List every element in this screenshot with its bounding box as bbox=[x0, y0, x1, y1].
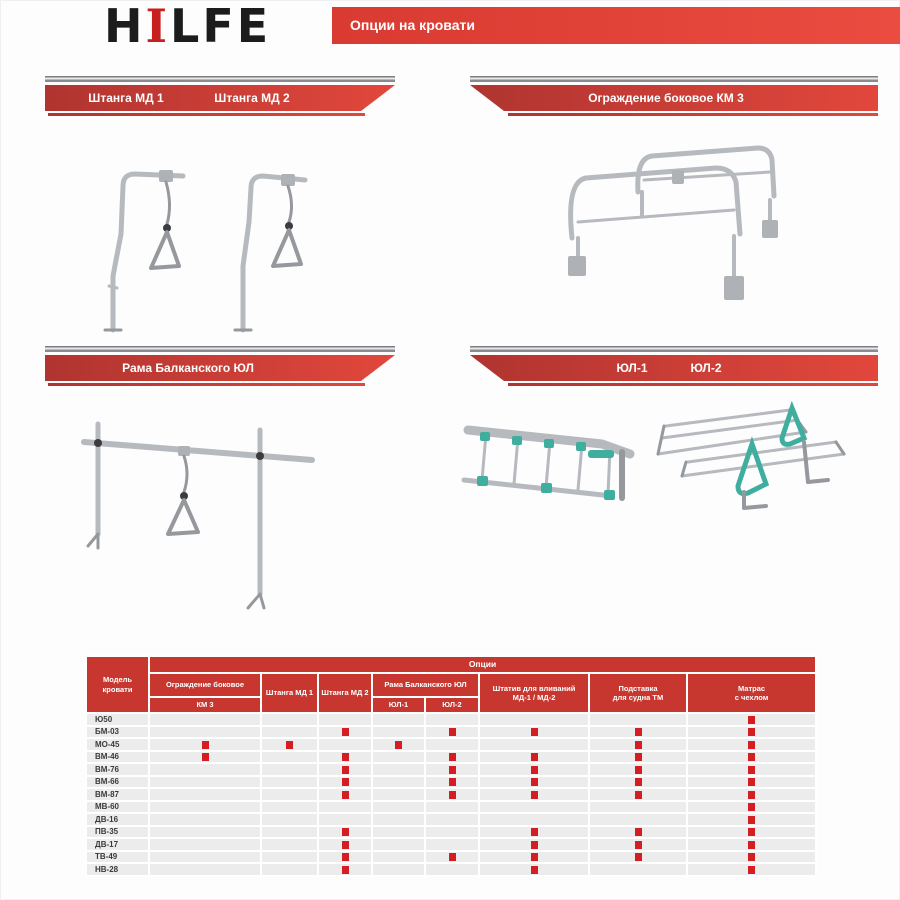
red-underline bbox=[48, 113, 365, 116]
metal-strip bbox=[45, 76, 395, 82]
option-mark bbox=[748, 841, 755, 849]
option-mark bbox=[342, 778, 349, 786]
option-cell bbox=[687, 713, 816, 726]
option-mark bbox=[748, 766, 755, 774]
option-cell bbox=[687, 763, 816, 776]
option-cell bbox=[261, 788, 318, 801]
option-mark bbox=[635, 791, 642, 799]
option-cell bbox=[479, 763, 589, 776]
option-mark bbox=[748, 741, 755, 749]
matras-line1: Матрас bbox=[737, 683, 766, 693]
option-cell bbox=[318, 851, 372, 864]
options-span-header: Опции bbox=[149, 656, 816, 673]
option-cell bbox=[589, 738, 687, 751]
option-mark bbox=[286, 741, 293, 749]
table-row bbox=[86, 801, 816, 814]
podstavka-line1: Подставка bbox=[618, 683, 658, 693]
option-cell bbox=[149, 801, 261, 814]
option-mark bbox=[202, 753, 209, 761]
option-cell bbox=[425, 838, 479, 851]
option-mark bbox=[449, 778, 456, 786]
option-mark bbox=[531, 753, 538, 761]
table-row bbox=[86, 751, 816, 764]
model-cell: ПВ-35 bbox=[86, 826, 149, 839]
option-cell bbox=[687, 738, 816, 751]
model-header-line2: кровати bbox=[102, 684, 133, 694]
option-mark bbox=[635, 828, 642, 836]
banner-label-yl2: ЮЛ-2 bbox=[690, 361, 722, 375]
model-cell: МВ-60 bbox=[86, 801, 149, 814]
option-cell bbox=[318, 813, 372, 826]
option-cell bbox=[372, 801, 425, 814]
option-mark bbox=[531, 866, 538, 874]
option-cell bbox=[687, 851, 816, 864]
option-mark bbox=[342, 828, 349, 836]
metal-strip bbox=[470, 346, 878, 352]
option-mark bbox=[748, 828, 755, 836]
option-cell bbox=[149, 788, 261, 801]
column-header-rama-group: Рама Балканского ЮЛ bbox=[372, 673, 479, 697]
podstavka-line2: для судна ТМ bbox=[612, 693, 664, 702]
option-cell bbox=[318, 838, 372, 851]
option-mark bbox=[748, 716, 755, 724]
option-cell bbox=[372, 788, 425, 801]
table-row bbox=[86, 763, 816, 776]
option-cell bbox=[479, 813, 589, 826]
rail-yl1-drawing bbox=[452, 402, 657, 517]
column-header-km3-sub: КМ 3 bbox=[149, 697, 261, 713]
model-cell: ВМ-76 bbox=[86, 763, 149, 776]
model-cell: ВМ-66 bbox=[86, 776, 149, 789]
option-mark bbox=[748, 728, 755, 736]
option-cell bbox=[425, 813, 479, 826]
option-cell bbox=[479, 776, 589, 789]
option-mark bbox=[635, 853, 642, 861]
option-cell bbox=[372, 776, 425, 789]
option-cell bbox=[149, 776, 261, 789]
option-cell bbox=[261, 751, 318, 764]
option-cell bbox=[149, 751, 261, 764]
option-mark bbox=[531, 828, 538, 836]
option-mark bbox=[748, 778, 755, 786]
option-mark bbox=[342, 728, 349, 736]
option-cell bbox=[149, 763, 261, 776]
option-mark bbox=[635, 841, 642, 849]
option-mark bbox=[342, 753, 349, 761]
column-header-km3-group: Ограждение боковое bbox=[149, 673, 261, 697]
options-table bbox=[85, 655, 817, 877]
option-cell bbox=[589, 726, 687, 739]
table-row bbox=[86, 863, 816, 876]
option-cell bbox=[479, 751, 589, 764]
metal-strip bbox=[470, 76, 878, 82]
option-mark bbox=[748, 791, 755, 799]
option-mark bbox=[342, 791, 349, 799]
option-cell bbox=[261, 801, 318, 814]
banner-label-shtanga-md2: Штанга МД 2 bbox=[214, 91, 290, 105]
brand-logo bbox=[104, 0, 271, 52]
table-row bbox=[86, 788, 816, 801]
matras-line2: с чехлом bbox=[734, 693, 769, 702]
option-cell bbox=[479, 838, 589, 851]
option-mark bbox=[748, 753, 755, 761]
option-mark bbox=[635, 778, 642, 786]
option-mark bbox=[531, 841, 538, 849]
table-row bbox=[86, 838, 816, 851]
option-mark bbox=[635, 741, 642, 749]
option-cell bbox=[589, 813, 687, 826]
option-cell bbox=[425, 826, 479, 839]
option-cell bbox=[372, 751, 425, 764]
option-cell bbox=[589, 713, 687, 726]
option-cell bbox=[479, 713, 589, 726]
option-cell bbox=[687, 726, 816, 739]
model-cell: МО-45 bbox=[86, 738, 149, 751]
option-cell bbox=[372, 826, 425, 839]
model-cell: НВ-28 bbox=[86, 863, 149, 876]
option-mark bbox=[202, 741, 209, 749]
side-rails-km3-drawing bbox=[520, 130, 860, 310]
model-cell: ДВ-17 bbox=[86, 838, 149, 851]
option-cell bbox=[687, 801, 816, 814]
option-cell bbox=[318, 751, 372, 764]
banner-label-shtanga-md1: Штанга МД 1 bbox=[88, 91, 164, 105]
option-cell bbox=[318, 788, 372, 801]
option-cell bbox=[261, 726, 318, 739]
red-underline bbox=[508, 113, 878, 116]
option-mark bbox=[342, 766, 349, 774]
column-header-shtativ bbox=[479, 673, 589, 713]
column-header-yl2: ЮЛ-2 bbox=[425, 697, 479, 713]
option-cell bbox=[372, 763, 425, 776]
option-mark bbox=[395, 741, 402, 749]
option-cell bbox=[261, 738, 318, 751]
option-cell bbox=[589, 838, 687, 851]
option-cell bbox=[425, 763, 479, 776]
option-cell bbox=[318, 801, 372, 814]
option-mark bbox=[635, 766, 642, 774]
option-mark bbox=[748, 866, 755, 874]
option-cell bbox=[479, 851, 589, 864]
option-cell bbox=[261, 776, 318, 789]
option-cell bbox=[261, 851, 318, 864]
option-mark bbox=[635, 753, 642, 761]
option-mark bbox=[449, 766, 456, 774]
option-cell bbox=[261, 763, 318, 776]
option-cell bbox=[425, 776, 479, 789]
option-cell bbox=[372, 851, 425, 864]
option-cell bbox=[261, 826, 318, 839]
model-cell: ДВ-16 bbox=[86, 813, 149, 826]
option-cell bbox=[687, 788, 816, 801]
model-header-line1: Модель bbox=[102, 675, 133, 685]
option-cell bbox=[318, 726, 372, 739]
model-cell: БМ-03 bbox=[86, 726, 149, 739]
table-body bbox=[86, 713, 816, 876]
option-cell bbox=[149, 738, 261, 751]
option-cell bbox=[589, 851, 687, 864]
banner-label-yl1: ЮЛ-1 bbox=[616, 361, 648, 375]
option-cell bbox=[687, 776, 816, 789]
option-mark bbox=[531, 791, 538, 799]
table-row bbox=[86, 851, 816, 864]
option-cell bbox=[425, 801, 479, 814]
option-mark bbox=[531, 766, 538, 774]
option-cell bbox=[318, 826, 372, 839]
option-cell bbox=[479, 826, 589, 839]
option-cell bbox=[261, 863, 318, 876]
option-mark bbox=[635, 728, 642, 736]
option-cell bbox=[479, 726, 589, 739]
banner-yl bbox=[470, 346, 878, 388]
option-mark bbox=[449, 791, 456, 799]
trapeze-stands-drawing bbox=[75, 126, 325, 338]
option-cell bbox=[687, 826, 816, 839]
option-cell bbox=[589, 763, 687, 776]
option-cell bbox=[479, 738, 589, 751]
option-cell bbox=[149, 726, 261, 739]
option-mark bbox=[342, 853, 349, 861]
option-cell bbox=[261, 713, 318, 726]
table-row bbox=[86, 726, 816, 739]
option-mark bbox=[531, 728, 538, 736]
option-cell bbox=[687, 863, 816, 876]
option-cell bbox=[372, 713, 425, 726]
option-cell bbox=[318, 863, 372, 876]
option-mark bbox=[748, 816, 755, 824]
logo-text-h: H bbox=[104, 0, 146, 53]
table-row bbox=[86, 713, 816, 726]
option-mark bbox=[748, 803, 755, 811]
option-cell bbox=[425, 851, 479, 864]
option-cell bbox=[318, 713, 372, 726]
option-cell bbox=[425, 738, 479, 751]
column-header-yl1: ЮЛ-1 bbox=[372, 697, 425, 713]
option-cell bbox=[425, 713, 479, 726]
option-cell bbox=[149, 838, 261, 851]
column-header-podstavka bbox=[589, 673, 687, 713]
balkan-frame-drawing bbox=[50, 398, 330, 628]
option-cell bbox=[479, 863, 589, 876]
option-cell bbox=[589, 776, 687, 789]
option-cell bbox=[372, 738, 425, 751]
option-mark bbox=[531, 853, 538, 861]
option-cell bbox=[425, 751, 479, 764]
red-band bbox=[470, 355, 878, 381]
model-cell: Ю50 bbox=[86, 713, 149, 726]
option-cell bbox=[589, 751, 687, 764]
table-row bbox=[86, 738, 816, 751]
red-underline bbox=[48, 383, 365, 386]
column-header-md2: Штанга МД 2 bbox=[318, 673, 372, 713]
option-cell bbox=[687, 813, 816, 826]
option-cell bbox=[372, 838, 425, 851]
option-cell bbox=[687, 751, 816, 764]
option-cell bbox=[149, 713, 261, 726]
option-mark bbox=[748, 853, 755, 861]
column-header-matras bbox=[687, 673, 816, 713]
option-mark bbox=[449, 853, 456, 861]
page-title-bar bbox=[332, 7, 900, 44]
table-row bbox=[86, 776, 816, 789]
option-cell bbox=[425, 863, 479, 876]
shtativ-line2: МД-1 / МД-2 bbox=[512, 693, 556, 702]
page-title: Опции на кровати bbox=[350, 17, 475, 33]
option-mark bbox=[342, 866, 349, 874]
option-cell bbox=[687, 838, 816, 851]
option-mark bbox=[449, 728, 456, 736]
rail-yl2-drawing bbox=[648, 398, 863, 518]
option-mark bbox=[531, 778, 538, 786]
option-cell bbox=[589, 801, 687, 814]
table-row bbox=[86, 813, 816, 826]
option-mark bbox=[449, 753, 456, 761]
option-cell bbox=[318, 776, 372, 789]
option-cell bbox=[479, 788, 589, 801]
option-cell bbox=[149, 863, 261, 876]
red-underline bbox=[508, 383, 878, 386]
column-header-md1: Штанга МД 1 bbox=[261, 673, 318, 713]
option-cell bbox=[372, 813, 425, 826]
option-cell bbox=[589, 826, 687, 839]
option-cell bbox=[261, 838, 318, 851]
model-cell: ТВ-49 bbox=[86, 851, 149, 864]
option-cell bbox=[149, 826, 261, 839]
option-cell bbox=[149, 813, 261, 826]
banner-label-rama: Рама Балканского ЮЛ bbox=[122, 361, 254, 375]
shtativ-line1: Штатив для вливаний bbox=[492, 683, 576, 693]
option-cell bbox=[425, 726, 479, 739]
option-cell bbox=[372, 726, 425, 739]
model-cell: ВМ-46 bbox=[86, 751, 149, 764]
logo-red-i: I bbox=[145, 0, 171, 53]
option-mark bbox=[342, 841, 349, 849]
option-cell bbox=[149, 851, 261, 864]
option-cell bbox=[589, 863, 687, 876]
metal-strip bbox=[45, 346, 395, 352]
logo-text-lfe: LFE bbox=[170, 0, 272, 53]
option-cell bbox=[318, 763, 372, 776]
banner-label-ograzhdenie: Ограждение боковое КМ 3 bbox=[588, 91, 744, 105]
option-cell bbox=[318, 738, 372, 751]
option-cell bbox=[589, 788, 687, 801]
model-cell: ВМ-87 bbox=[86, 788, 149, 801]
option-cell bbox=[372, 863, 425, 876]
option-cell bbox=[425, 788, 479, 801]
option-cell bbox=[479, 801, 589, 814]
model-column-header bbox=[86, 656, 149, 713]
table-row bbox=[86, 826, 816, 839]
option-cell bbox=[261, 813, 318, 826]
